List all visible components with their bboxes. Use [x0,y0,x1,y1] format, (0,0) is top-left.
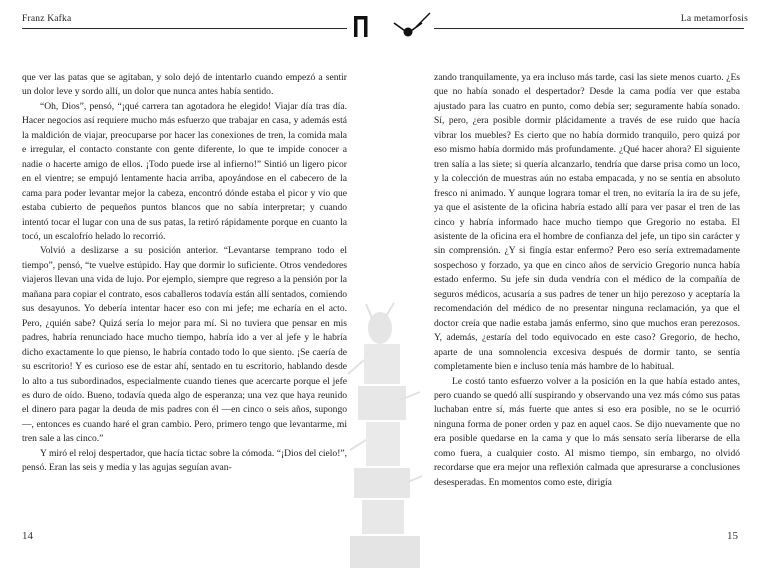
right-header-rule [434,28,744,29]
left-paragraph: Volvió a deslizarse a su posición anterior. “Levantarse temprano todo el tiempo”, pensó, “te vuelve estúpido. Hay que dormir lo suficiente. Otros vendedores viajeros llevan una vida de lujo. Por ejemplo, siempre que regreso a la pensión por la mañana para copiar el contrato, esos caballeros todavía están allí sentados, comiendo sus desayunos. Yo debería intentar hacer eso con mi jefe; me echaría en el acto. Pero, ¿quién sabe? Quizá sería lo mejor para mí. Si no tuviera que pensar en mis padres, habría renunciado hace mucho tiempo, habría ido a ver al jefe y le habría dicho exactamente lo que pienso, le habría contado todo lo que siento. ¡Se caería de su escritorio! Y es curioso ese de estar ahí, sentado en tu escritorio, hablando desde lo alto a tus subordinados, especialmente cuando tienes que acercarte porque el jefe es duro de oído. Bueno, todavía queda algo de esperanza; una vez que haya reunido el dinero para pagar la deuda de mis padres con él —en cinco o seis años, supongo—, entonces es cuando haré el gran cambio. Pero, primero tengo que levantarme, mi tren sale a las cinco.” [22,245,347,445]
right-paragraph: Le costó tanto esfuerzo volver a la posición en la que había estado antes, pero cuando se quedó allí suspirando y observando una vez más cómo sus patas luchaban entre sí, más fuerte que antes si eso era posible, no se le ocurrió ninguna forma de poner orden y paz en aquel caos. Se dijo nuevamente que no era posible quedarse en la cama y que lo más sensato sería liberarse de ella como fuera, a cualquier costo. Al mismo tiempo, sin embargo, no olvidó recordarse que era mejor una reflexión calmada que apresurarse a conclusiones desesperadas. En momentos como este, dirigía [434,375,740,488]
left-running-header: Franz Kafka [22,14,72,24]
left-page-number: 14 [22,530,33,542]
right-running-header: La metamorfosis [680,14,748,24]
insect-tower-illustration [342,300,426,570]
left-paragraph: que ver las patas que se agitaban, y solo dejó de intentarlo cuando empezó a sentir un dolor leve y sordo allí, un dolor que nunca antes había sentido. [22,72,347,98]
right-page-body [434,71,740,490]
left-header-rule [22,28,347,29]
header-ornament-icon [350,7,440,39]
left-paragraph: “Oh, Dios”, pensó, “¡qué carrera tan agotadora he elegido! Viajar día tras día. Hacer negocios así requiere mucho más esfuerzo que trabajar en casa, y además está la maldición de viajar, preocuparse por hacer las conexiones de tren, la comida mala e irregular, el contacto constante con gente diferente, lo que te impide conocer a nadie o hacerte amigo de ellos. ¡Todo puede irse al infierno!” Sintió un ligero picor en el vientre; se empujó lentamente hacia arriba, apoyándose en el cabecero de la cama para poder levantar mejor la cabeza, encontró dónde estaba el picor y vio que estaba cubierto de pequeños puntos blancos que no sabía interpretar; y cuando intentó tocar el lugar con una de sus patas, la retiró rápidamente porque en cuanto la tocó, un escalofrío helado lo recorrió. [22,100,347,242]
left-paragraph: Y miró el reloj despertador, que hacía tictac sobre la cómoda. “¡Dios del cielo!”, pensó. Eran las seis y media y las agujas seguían avan- [22,447,347,474]
left-page-body [22,71,347,476]
right-paragraph: zando tranquilamente, ya era incluso más tarde, casi las siete menos cuarto. ¿Es que no había sonado el despertador? Desde la cama podía ver que estaba ajustado para las cuatro en punto, como debía ser; seguramente había sonado. Sí, pero, ¿era posible dormir plácidamente a través de ese ruido que hacía vibrar los muebles? Es cierto que no había dormido tranquilo, pero quizá por eso mismo había dormido más profundamente. ¿Qué hacer ahora? El siguiente tren salía a las siete; si quería alcanzarlo, tendría que darse prisa como un loco, y la colección de muestras aún no estaba empacada, y no se sentía en absoluto fresco ni animado. Y aunque lograra tomar el tren, no evitaría la ira de su jefe, ya que el asistente de la oficina habría estado allí para ver pasar el tren de las cinco y habría informado hace mucho tiempo que Gregorio no estaba. El asistente de la oficina era el hombre de confianza del jefe, un tipo sin carácter y sin comprensión. ¿Y si fingía estar enfermo? Pero eso sería extremadamente sospechoso y forzado, ya que en cinco años de servicio Gregorio nunca había estado enfermo. Su jefe sin duda vendría con el médico de la compañía de seguros médicos, acusaría a sus padres de tener un hijo perezoso y aceptaría la recomendación del médico de no presentar ninguna reclamación, ya que el doctor creía que nadie estaba jamás enfermo, sino que muchos eran perezosos. Y, además, ¿estaría del todo equivocado en este caso? Gregorio, de hecho, aparte de una somnolencia excesiva después de dormir tanto, se sentía completamente bien e incluso tenía más hambre de lo habitual. [434,72,740,373]
right-page-number: 15 [727,530,738,542]
